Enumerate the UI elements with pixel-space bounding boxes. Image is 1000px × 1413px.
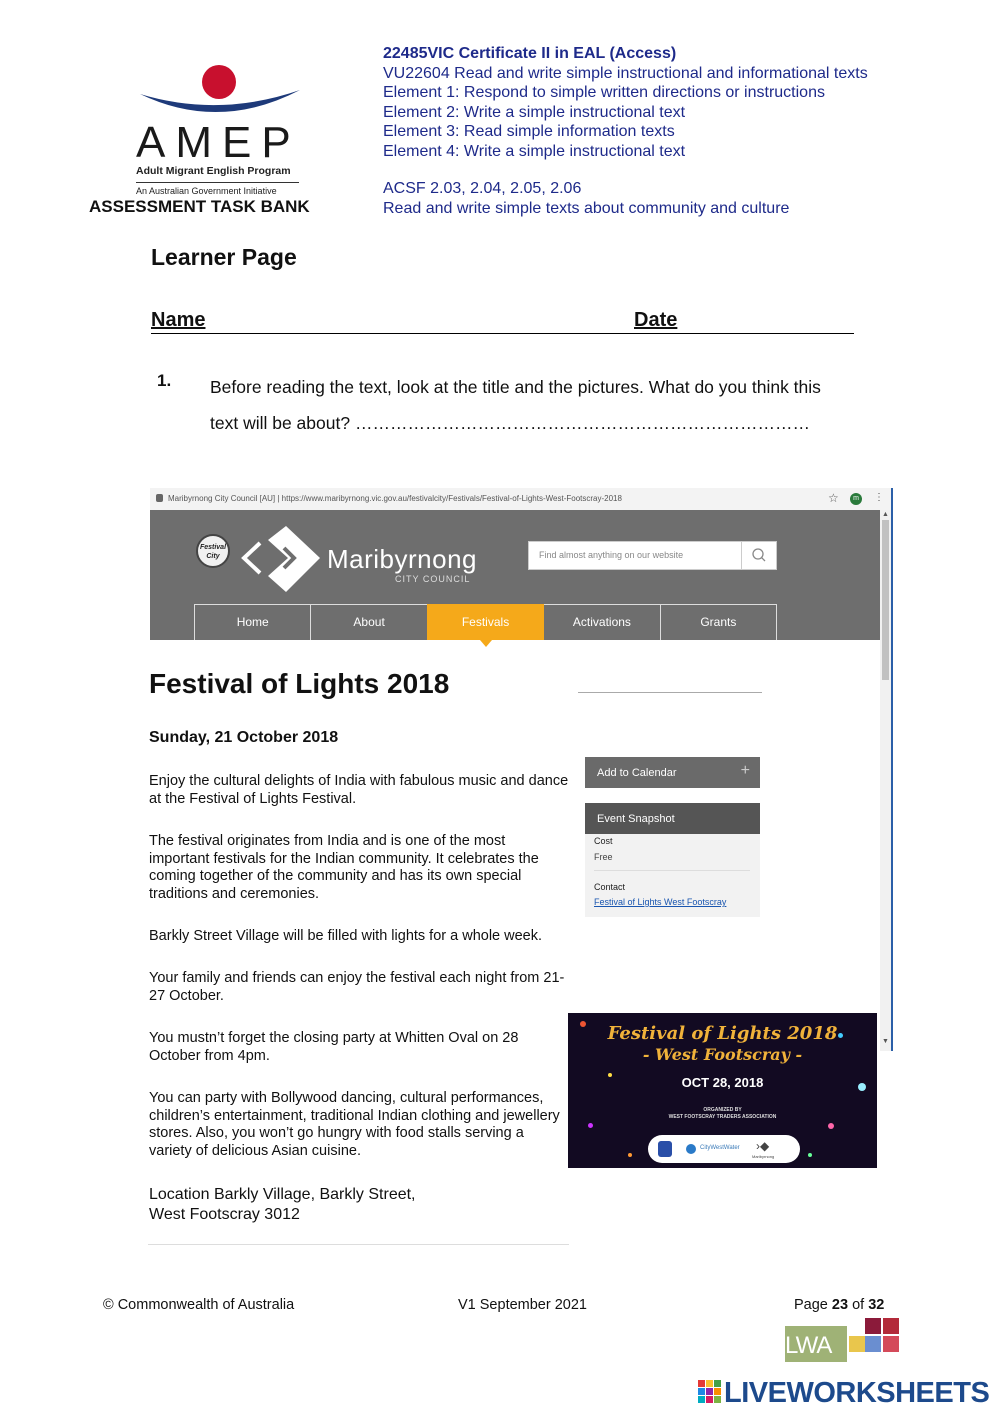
- add-to-calendar-button[interactable]: [585, 757, 760, 788]
- acsf-info: [383, 179, 789, 219]
- event-snapshot-header: [585, 803, 760, 834]
- liveworksheets-text: LIVEWORKSHEETS: [724, 1377, 990, 1409]
- search-placeholder[interactable]: Find almost anything on our website: [539, 550, 684, 560]
- paragraph-3: Barkly Street Village will be filled with lights for a whole week.: [149, 928, 543, 944]
- contact-link[interactable]: Festival of Lights West Footscray: [594, 897, 727, 907]
- element-2: Element 2: Write a simple instructional text: [383, 103, 686, 121]
- paragraph-5: You mustn’t forget the closing party at Whitten Oval on 28 October from 4pm.: [149, 1030, 519, 1064]
- event-snapshot-body: [585, 834, 760, 917]
- nav-festivals[interactable]: Festivals: [427, 604, 544, 640]
- poster-organizer: [568, 1107, 877, 1121]
- amep-logo-text: AMEP: [136, 118, 301, 167]
- search-icon: [742, 542, 776, 569]
- maribyrnong-logo-icon: [238, 518, 328, 598]
- question-1-text: [210, 369, 890, 441]
- amep-initiative: An Australian Government Initiative: [136, 186, 277, 196]
- contact-label: Contact: [594, 882, 626, 892]
- article-title: Festival of Lights 2018: [149, 668, 450, 699]
- footer-version: V1 September 2021: [458, 1297, 587, 1313]
- liveworksheets-logo-icon: [698, 1380, 722, 1404]
- learner-page-title: Learner Page: [151, 244, 297, 270]
- location-line-1: Location Barkly Village, Barkly Street,: [149, 1186, 416, 1203]
- council-name: Maribyrnong: [752, 1154, 775, 1159]
- poster-subtitle: - West Footscray -: [642, 1045, 803, 1064]
- snapshot-divider: [594, 870, 750, 871]
- browser-menu-icon[interactable]: ⋮: [874, 492, 884, 503]
- nav-activations[interactable]: Activations: [543, 604, 660, 640]
- browser-url-bar[interactable]: [150, 488, 891, 511]
- date-field[interactable]: [688, 308, 852, 332]
- title-divider: [578, 692, 762, 693]
- amep-logo-subtitle: Adult Migrant English Program: [136, 165, 291, 177]
- organizer-name: WEST FOOTSCRAY TRADERS ASSOCIATION: [668, 1114, 777, 1120]
- scrollbar-thumb[interactable]: [882, 520, 889, 680]
- question-1-line-1: Before reading the text, look at the title and the pictures. What do you think this: [210, 377, 821, 397]
- question-1-answer-field[interactable]: [370, 406, 854, 428]
- maribyrnong-small-logo-icon: ›◆: [756, 1139, 770, 1153]
- lock-icon: [156, 494, 163, 502]
- page-total: 32: [868, 1297, 885, 1313]
- lwa-logo: [785, 1318, 899, 1362]
- bookmark-star-icon[interactable]: ☆: [828, 491, 839, 505]
- paragraph-2: The festival originates from India and is one of the most important festivals for the Indian community. It celebrates the coming together of the community and has its own special traditions and ceremonies.: [149, 833, 539, 902]
- course-info: [383, 44, 868, 161]
- traders-logo-icon: [658, 1141, 672, 1157]
- poster-sponsor-logos: [648, 1135, 800, 1163]
- search-button[interactable]: [741, 542, 776, 569]
- plus-icon: +: [740, 762, 750, 779]
- sponsor-name: CityWestWater: [700, 1145, 740, 1151]
- unit-code: VU22604 Read and write simple instructional and informational texts: [383, 64, 868, 82]
- element-3: Element 3: Read simple information texts: [383, 123, 675, 140]
- cost-value: Free: [594, 852, 613, 862]
- organized-by-label: ORGANIZED BY: [703, 1107, 742, 1113]
- paragraph-6: You can party with Bollywood dancing, cultural performances, children’s entertainment, traditional Indian clothing and jewellery stores. Also, you won’t go hungry with food stalls serving a variety of delicious Asian cuisine.: [149, 1090, 560, 1159]
- date-label: Date: [634, 309, 678, 331]
- course-code: 22485VIC Certificate II in EAL (Access): [383, 45, 677, 62]
- element-1: Element 1: Respond to simple written directions or instructions: [383, 84, 825, 101]
- paragraph-4: Your family and friends can enjoy the festival each night from 21-27 October.: [149, 970, 565, 1004]
- assessment-task-bank-title: ASSESSMENT TASK BANK: [89, 197, 310, 216]
- nav-home[interactable]: Home: [194, 604, 311, 640]
- city-west-water-logo-icon: [686, 1144, 696, 1154]
- profile-avatar[interactable]: m: [850, 493, 862, 505]
- cost-label: Cost: [594, 836, 613, 846]
- lwa-logo-text: LWA: [785, 1332, 832, 1359]
- page-mid: of: [848, 1297, 869, 1313]
- name-field[interactable]: [215, 308, 619, 332]
- element-4: Element 4: Write a simple instructional text: [383, 142, 686, 160]
- browser-scrollbar[interactable]: [880, 510, 891, 1051]
- scroll-up-icon[interactable]: ▲: [882, 511, 889, 518]
- page-current: 23: [831, 1297, 849, 1313]
- nav-grants[interactable]: Grants: [660, 604, 777, 640]
- site-brand-subtitle: CITY COUNCIL: [395, 574, 471, 584]
- festival-poster-image: [568, 1013, 877, 1168]
- footer-copyright: © Commonwealth of Australia: [103, 1297, 295, 1313]
- scroll-down-icon[interactable]: ▼: [882, 1038, 889, 1045]
- nav-about[interactable]: About: [310, 604, 427, 640]
- add-to-calendar-label: Add to Calendar: [597, 767, 677, 779]
- location: [149, 1185, 416, 1225]
- logo-divider: [136, 182, 299, 183]
- question-1-line-2: text will be about? ……………………………………………………………………: [210, 413, 810, 433]
- poster-title: Festival of Lights 2018: [607, 1023, 838, 1044]
- article-bottom-divider: [148, 1244, 569, 1245]
- footer-page-number: [794, 1297, 884, 1313]
- article-date: Sunday, 21 October 2018: [149, 729, 339, 746]
- acsf-codes: ACSF 2.03, 2.04, 2.05, 2.06: [383, 180, 582, 197]
- festival-city-badge: Festival City: [196, 534, 230, 568]
- site-nav: [195, 604, 777, 640]
- name-label: Name: [151, 309, 206, 331]
- site-search[interactable]: [528, 541, 777, 570]
- question-1-number: 1.: [157, 371, 172, 390]
- event-snapshot-title: Event Snapshot: [597, 813, 675, 825]
- acsf-description: Read and write simple texts about community and culture: [383, 200, 790, 217]
- page-prefix: Page: [794, 1297, 832, 1313]
- website-screenshot: [150, 488, 893, 1051]
- site-brand[interactable]: Maribyrnong: [327, 544, 478, 574]
- paragraph-1: Enjoy the cultural delights of India with fabulous music and dance at the Festival of Lights Festival.: [149, 773, 569, 807]
- browser-url[interactable]: Maribyrnong City Council [AU] | https://www.maribyrnong.vic.gov.au/festivalcity/Festivals/Festival-of-Lights-West-Footscray-2018: [168, 494, 622, 503]
- location-line-2: West Footscray 3012: [149, 1206, 300, 1223]
- poster-date: OCT 28, 2018: [681, 1075, 764, 1090]
